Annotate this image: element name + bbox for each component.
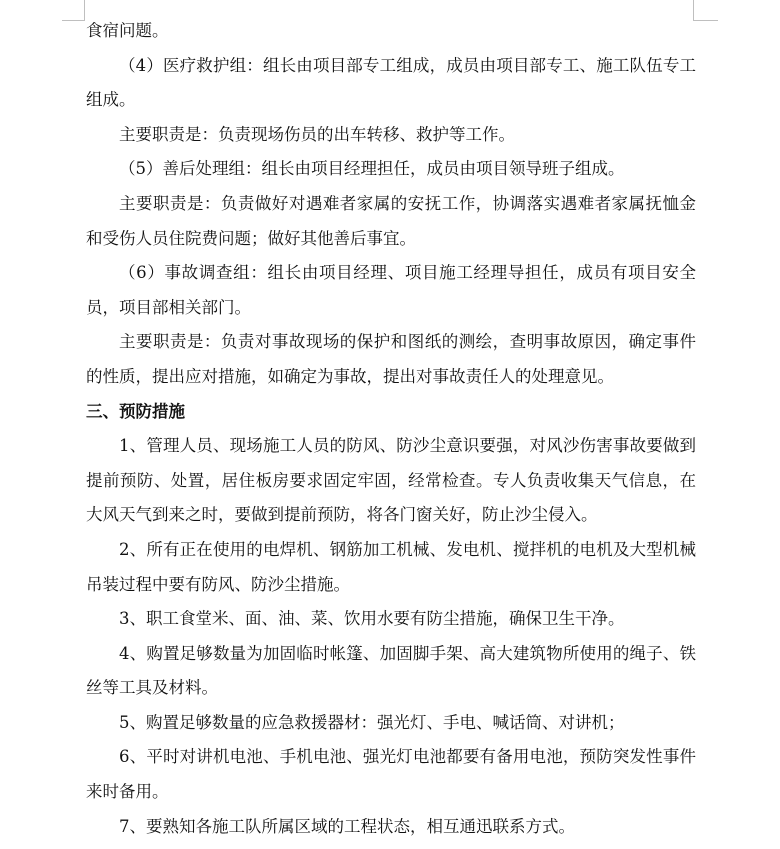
paragraph: 5、购置足够数量的应急救援器材：强光灯、手电、喊话筒、对讲机；	[119, 712, 625, 732]
paragraph: （4）医疗救护组：组长由项目部专工组成，成员由项目部专工、施工队伍专工组成。	[86, 55, 696, 110]
crop-mark-left	[62, 0, 85, 21]
paragraph: 主要职责是：负责做好对遇难者家属的安抚工作，协调落实遇难者家属抚恤金和受伤人员住院费问题；做好其他善后事宜。	[86, 193, 696, 248]
paragraph: 7、要熟知各施工队所属区域的工程状态，相互通迅联系方式。	[119, 816, 575, 836]
crop-mark-right	[693, 0, 718, 21]
section-heading: 三、预防措施	[86, 401, 185, 421]
paragraph: （5）善后处理组：组长由项目经理担任，成员由项目领导班子组成。	[119, 159, 625, 179]
paragraph: 2、所有正在使用的电焊机、钢筋加工机械、发电机、搅拌机的电机及大型机械吊装过程中要有防风、防沙尘措施。	[86, 539, 696, 594]
paragraph: 3、职工食堂米、面、油、菜、饮用水要有防尘措施，确保卫生干净。	[119, 609, 625, 629]
paragraph: 食宿问题。	[86, 21, 169, 40]
paragraph: 6、平时对讲机电池、手机电池、强光灯电池都要有备用电池，预防突发性事件来时备用。	[86, 747, 696, 802]
document-body	[86, 14, 696, 844]
paragraph: 主要职责是：负责现场伤员的出车转移、救护等工作。	[119, 124, 515, 144]
paragraph: 1、管理人员、现场施工人员的防风、防沙尘意识要强，对风沙伤害事故要做到提前预防、处置，居住板房要求固定牢固，经常检查。专人负责收集天气信息，在大风天气到来之时，要做到提前预防，将各门窗关好，防止沙尘侵入。	[86, 436, 696, 525]
paragraph: 4、购置足够数量为加固临时帐篷、加固脚手架、高大建筑物所使用的绳子、铁丝等工具及材料。	[86, 643, 696, 698]
paragraph: 主要职责是：负责对事故现场的保护和图纸的测绘，查明事故原因，确定事件的性质，提出应对措施，如确定为事故，提出对事故责任人的处理意见。	[86, 332, 696, 386]
paragraph: （6）事故调查组：组长由项目经理、项目施工经理导担任，成员有项目安全员，项目部相关部门。	[86, 263, 696, 317]
